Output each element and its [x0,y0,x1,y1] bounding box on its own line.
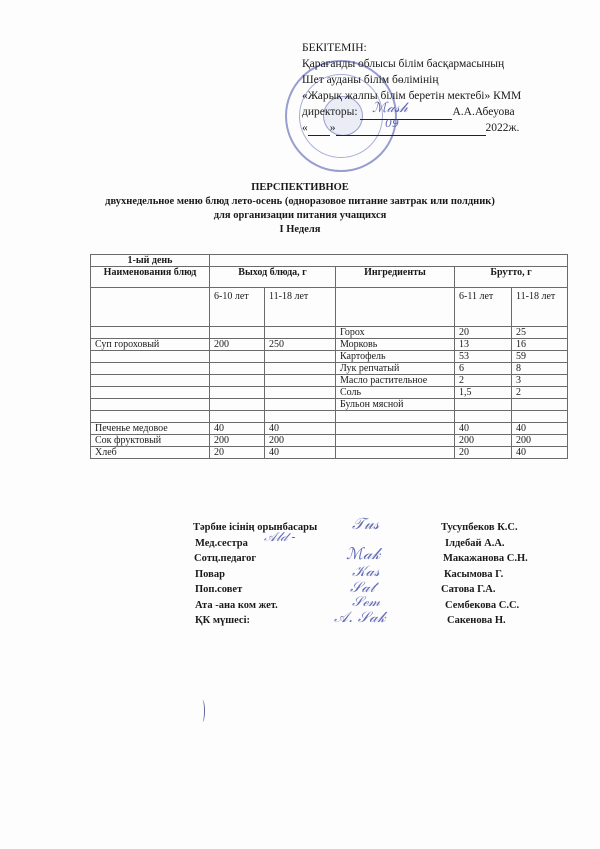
day-row [91,255,568,267]
subheader-ingredients-empty [336,288,455,327]
signature-parents: 𝒮ℯ𝓂 [352,594,381,610]
date-handwritten [385,117,399,130]
cell-brutto-b: 40 [512,423,568,435]
cell-brutto-b: 25 [512,327,568,339]
cell-ingredient [336,411,455,423]
header-yield: Выход блюда, г [210,267,336,288]
cell-dish [91,387,210,399]
document-title [0,181,600,237]
signature-nurse: 𝒜𝓁𝒹 - [264,530,296,545]
header-row [91,267,568,288]
cell-ingredient: Соль [336,387,455,399]
staff-name: Ілдебай А.А. [445,537,505,549]
cell-dish: Печенье медовое [91,423,210,435]
signature-social-pedagogue: ℳ𝒶𝓀 [346,544,381,563]
table-row [91,375,568,387]
staff-role: ҚК мүшесі: [195,615,250,626]
staff-role: Поп.совет [195,584,243,595]
cell-dish: Сок фруктовый [91,435,210,447]
cell-brutto-a: 53 [455,351,512,363]
director-signature: ℳ𝒶𝓈𝒽 [372,100,408,116]
day-row-empty [210,255,568,267]
cell-brutto-b: 8 [512,363,568,375]
cell-brutto-b: 3 [512,375,568,387]
subheader-yield-a: 6-10 лет [210,288,265,327]
date-year: 2022ж. [485,122,520,134]
cell-brutto-b [512,399,568,411]
cell-dish: Хлеб [91,447,210,459]
date-month-slot [336,123,486,136]
date-quote-close: » [329,122,336,134]
cell-yield-a [210,363,265,375]
cell-dish: Суп гороховый [91,339,210,351]
cell-yield-a [210,399,265,411]
table-row [91,435,568,447]
title-line-2: двухнедельное меню блюд лето-осень (одноразовое питание завтрак или полдник) [105,196,495,207]
director-label: директоры: [302,106,358,118]
staff-role: Сотц.педагог [194,553,257,564]
table-row [91,339,568,351]
staff-name: Макажанова С.Н. [443,553,528,564]
cell-yield-a: 40 [210,423,265,435]
cell-ingredient: Горох [336,327,455,339]
cell-yield-b [265,363,336,375]
cell-yield-b [265,351,336,363]
cell-yield-b [265,411,336,423]
cell-brutto-a [455,411,512,423]
director-name: А.А.Абеуова [452,106,515,118]
cell-yield-a [210,375,265,387]
staff-name: Сатова Г.А. [441,584,496,595]
table-row [91,411,568,423]
cell-yield-a [210,411,265,423]
staff-role: Ата -ана ком жет. [195,599,278,611]
cell-dish [91,411,210,423]
cell-brutto-b [512,411,568,423]
cell-yield-b [265,375,336,387]
table-row [91,399,568,411]
cell-brutto-a: 6 [455,363,512,375]
cell-yield-b [265,399,336,411]
cell-brutto-b: 16 [512,339,568,351]
cell-yield-b: 40 [265,423,336,435]
approval-line-2: Шет ауданы білім бөлімінің [302,74,439,86]
cell-dish [91,399,210,411]
staff-role: Тәрбие ісінің орынбасары [193,522,318,533]
cell-brutto-a: 200 [455,435,512,447]
cell-ingredient: Морковь [336,339,455,351]
menu-table [90,254,568,459]
table-row [91,387,568,399]
staff-name: Касымова Г. [444,568,504,580]
signature-cook: 𝒦𝒶𝓈 [352,562,380,580]
subheader-row [91,288,568,327]
cell-ingredient [336,423,455,435]
title-line-3: для организации питания учащихся [213,210,387,221]
staff-role: Повар [195,568,225,580]
cell-yield-a: 200 [210,435,265,447]
header-brutto: Брутто, г [455,267,568,288]
cell-brutto-a: 40 [455,423,512,435]
title-line-4: I Неделя [279,224,321,235]
date-day-slot [308,123,330,136]
subheader-yield-b: 11-18 лет [265,288,336,327]
cell-ingredient [336,435,455,447]
cell-ingredient [336,447,455,459]
staff-role: Мед.сестра [195,537,248,549]
cell-dish [91,363,210,375]
approval-heading: БЕКІТЕМІН: [302,42,367,54]
staff-name: Тусупбеков К.С. [441,522,518,533]
pen-mark [200,700,205,722]
cell-ingredient: Бульон мясной [336,399,455,411]
subheader-empty [91,288,210,327]
subheader-brutto-b: 11-18 лет [512,288,568,327]
cell-ingredient: Картофель [336,351,455,363]
cell-dish [91,351,210,363]
cell-yield-a [210,387,265,399]
cell-brutto-a: 2 [455,375,512,387]
signature-deputy: 𝒯𝓊𝓈 [352,514,380,533]
cell-brutto-b: 2 [512,387,568,399]
cell-yield-b: 250 [265,339,336,351]
table-row [91,423,568,435]
cell-yield-b: 200 [265,435,336,447]
table-row [91,351,568,363]
cell-yield-a [210,351,265,363]
cell-yield-b [265,387,336,399]
approval-block [302,40,521,136]
table-row [91,327,568,339]
cell-ingredient: Лук репчатый [336,363,455,375]
director-line [302,104,521,120]
date-line [302,120,521,136]
cell-dish [91,327,210,339]
subheader-brutto-a: 6-11 лет [455,288,512,327]
cell-brutto-a: 1,5 [455,387,512,399]
cell-ingredient: Масло растительное [336,375,455,387]
cell-brutto-b: 40 [512,447,568,459]
day-label: 1-ый день [91,255,210,267]
header-dish: Наименования блюд [91,267,210,288]
cell-dish [91,375,210,387]
table-row [91,363,568,375]
approval-line-1: Қарағанды облысы білім басқармасының [302,58,505,70]
cell-yield-b: 40 [265,447,336,459]
staff-name: Сакенова Н. [447,615,506,626]
approval-line-3: «Жарық жалпы білім беретін мектебі» КММ [302,90,522,102]
table-row [91,447,568,459]
title-line-1: ПЕРСПЕКТИВНОЕ [251,182,349,193]
cell-brutto-b: 59 [512,351,568,363]
signature-board: 𝒮𝒶𝓉 [350,578,375,596]
signature-union: 𝒜. 𝒮𝒶𝓀 [334,608,386,626]
staff-name: Сембекова С.С. [445,599,520,611]
cell-yield-a: 20 [210,447,265,459]
cell-yield-b [265,327,336,339]
cell-brutto-a: 20 [455,327,512,339]
cell-brutto-a: 13 [455,339,512,351]
date-quote-open: « [302,122,308,134]
date-month: 09 [385,117,399,130]
cell-brutto-a: 20 [455,447,512,459]
cell-brutto-a [455,399,512,411]
cell-yield-a [210,327,265,339]
header-ingredients: Ингредиенты [336,267,455,288]
cell-yield-a: 200 [210,339,265,351]
cell-brutto-b: 200 [512,435,568,447]
